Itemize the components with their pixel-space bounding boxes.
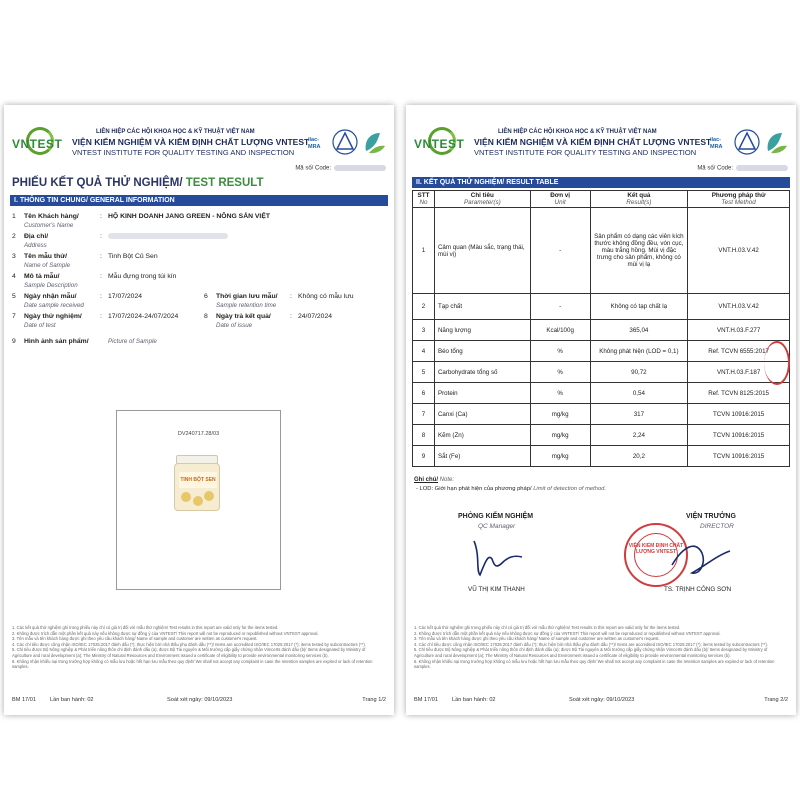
- cell-no: 2: [413, 294, 435, 320]
- institute-stamp: VIỆN KIỂM ĐỊNH CHẤT LƯỢNG VNTEST: [624, 523, 688, 587]
- footer-notes: 1. Các kết quả thử nghiệm ghi trong phiếu này chỉ có giá trị đối với mẫu thử nghiệm/ Test results in this report are valid only for the items tested. 2. Không được trích dẫn một phần kết quả này nếu không được sự đồng ý của VNTEST/ This report will not be reproduced or republished without VNTEST approval. 3. Tên mẫu và tên khách hàng được ghi theo yêu cầu khách hàng/ Name of sample and customer are written as customer's request. 4. Các chỉ tiêu được công nhận ISO/IEC 17025:2017 đánh dấu (*); thực hiện bởi nhà thầu phụ đánh dấu (**)/ Items are accredited ISO/IEC 17025:2017 (*); items tested by subcontractors (**). 5. Chỉ tiêu được Bộ Nông nghiệp & Phát triển nông thôn chỉ định đánh dấu (a); được Bộ Tài nguyên & Môi trường cấp giấy chứng nhận Vimcerts đánh dấu (b)/ Items designated by Ministry of Agriculture and rural development (a); The Ministry of Natural Resources and Environment issued a certificate of eligibility to provide environmental monitoring services (b). 6. Không nhận khiếu nại trong trường hợp không có mẫu lưu hoặc hết hạn lưu mẫu theo quy định/ We shall not accept any complaint in case the retention samples are expired or lack of retention samples.: [12, 625, 373, 670]
- section-result-table: II. KẾT QUẢ THỬ NGHIỆM/ RESULT TABLE: [412, 177, 790, 188]
- lod-note: - LOD: Giới hạn phát hiện của phương pháp/ Limit of detection of method.: [416, 486, 607, 492]
- qc-role: PHÒNG KIỂM NGHIỆM: [458, 513, 534, 520]
- qc-signature: [466, 535, 526, 580]
- cell-parameter: Tạp chất: [434, 294, 530, 320]
- cell-unit: -: [530, 294, 590, 320]
- cell-no: 6: [413, 383, 435, 404]
- col-header-method: Phương pháp thử Test Method: [688, 191, 790, 208]
- cell-parameter: Canxi (Ca): [434, 404, 530, 425]
- cell-method: TCVN 10916:2015: [688, 404, 790, 425]
- cell-unit: %: [530, 383, 590, 404]
- table-row: [413, 341, 790, 362]
- sample-code: DV240717.28/03: [177, 431, 220, 437]
- cell-no: 4: [413, 341, 435, 362]
- col-header-unit: Đơn vị Unit: [530, 191, 590, 208]
- review-date: Soát xét ngày: 09/10/2023: [569, 697, 635, 703]
- result-page-2: [406, 105, 796, 715]
- institute-name-en: VNTEST INSTITUTE FOR QUALITY TESTING AND INSPECTION: [72, 148, 295, 157]
- sample-photo: [116, 410, 281, 590]
- cell-result: 20,2: [590, 446, 688, 467]
- page-number: Trang 1/2: [362, 697, 386, 703]
- accreditation-logo: [734, 127, 760, 157]
- vntest-logo: VNTEST: [414, 127, 472, 161]
- cell-unit: mg/kg: [530, 446, 590, 467]
- institute-name: VIỆN KIỂM NGHIỆM VÀ KIỂM ĐỊNH CHẤT LƯỢNG VNTEST: [72, 137, 310, 147]
- table-row: [413, 446, 790, 467]
- parent-org: LIÊN HIỆP CÁC HỘI KHOA HỌC & KỸ THUẬT VIỆT NAM: [96, 129, 255, 135]
- table-row: [413, 294, 790, 320]
- qc-role-en: QC Manager: [478, 523, 516, 530]
- ilac-mra-logo: ilac-MRA: [710, 137, 723, 150]
- director-name: TS. TRỊNH CÔNG SƠN: [664, 586, 732, 593]
- table-row: [413, 208, 790, 294]
- cell-result: 0,54: [590, 383, 688, 404]
- cell-method: Ref. TCVN 8125:2015: [688, 383, 790, 404]
- page-header: [406, 125, 796, 165]
- cell-method: Ref. TCVN 6555:2017: [688, 341, 790, 362]
- table-row: [413, 362, 790, 383]
- cell-method: TCVN 10916:2015: [688, 446, 790, 467]
- redacted-address: [108, 233, 228, 239]
- cell-unit: Kcal/100g: [530, 320, 590, 341]
- table-row: [413, 383, 790, 404]
- director-signature: [666, 535, 736, 583]
- table-row: [413, 404, 790, 425]
- cell-result: Không có tạp chất lạ: [590, 294, 688, 320]
- institute-name-en: VNTEST INSTITUTE FOR QUALITY TESTING AND INSPECTION: [474, 148, 697, 157]
- form-code: BM 17/01: [12, 697, 36, 703]
- page-number: Trang 2/2: [764, 697, 788, 703]
- cell-result: 317: [590, 404, 688, 425]
- vntest-logo: VNTEST: [12, 127, 70, 161]
- cell-no: 1: [413, 208, 435, 294]
- cell-parameter: Sắt (Fe): [434, 446, 530, 467]
- col-header-no: STT No: [413, 191, 435, 208]
- cell-unit: %: [530, 362, 590, 383]
- cell-no: 5: [413, 362, 435, 383]
- col-header-parameter: Chỉ tiêu Parameter(s): [434, 191, 530, 208]
- cell-unit: %: [530, 341, 590, 362]
- cell-no: 9: [413, 446, 435, 467]
- result-table: [412, 190, 790, 467]
- table-row: [413, 320, 790, 341]
- cell-method: VNT.H.03.F.187: [688, 362, 790, 383]
- cell-no: 7: [413, 404, 435, 425]
- leaf-logo: [762, 129, 790, 157]
- cell-parameter: Carbohydrate tổng số: [434, 362, 530, 383]
- edition: Lần ban hành: 02: [452, 697, 496, 703]
- cell-method: VNT.H.03.V.42: [688, 294, 790, 320]
- report-code: Mã số/ Code:: [697, 165, 788, 172]
- cell-no: 3: [413, 320, 435, 341]
- table-header-row: [413, 191, 790, 208]
- cell-unit: mg/kg: [530, 425, 590, 446]
- cell-method: TCVN 10916:2015: [688, 425, 790, 446]
- table-row: [413, 425, 790, 446]
- cell-no: 8: [413, 425, 435, 446]
- result-page-1: VNTEST LIÊN HIỆP CÁC HỘI KHOA HỌC & KỸ THUẬT VIỆT NAM VIỆN KIỂM NGHIỆM VÀ KIỂM ĐỊNH CHẤT LƯỢNG VNTEST VNTEST INSTITUTE FOR QUALITY TESTING AND INSPECTION ilac-MRA Mã số/ Code: PHIẾU KẾT QUẢ THỬ NGHIỆM/ TEST RESULT I. THÔNG TIN CHUNG/ GENERAL INFORMATION 1 Tên Khách hàng/ Customer's Name : HỘ KINH DOANH JANG GREEN - NÔNG SẢN VIỆT 2 Địa chỉ/ Address : 3 Tên mẫu thử/ Name of Sample : Tinh Bột Củ Sen 4 Mô tả mẫu/ Sample Description : Mẫu đựng trong túi kín 5 Ngày nhận mẫu/ Date sample received : 17/07/2024 6 Thời gian lưu mẫu/ Sample retention time : Không có mẫu lưu 7 Ngày thử nghiệm/ Date of test : 17/07/2024-24/07/2024 8 Ngày trả kết quả/ Date of issue : 24/07/2024 9 Hình ảnh sản phẩm/ Picture of Sample DV240717.28/03 TINH BỘT SEN 1. Các kết quả thử nghiệm ghi trong phiếu này chỉ có giá trị đối với mẫu thử nghiệm/ Test results in this report are valid only for the items tested. 2. Không được trích dẫn một phần kết quả này nếu không được sự đồng ý của VNTEST/ This report will not be reproduced or republished without VNTEST approval. 3. Tên mẫu và tên khách hàng được ghi theo yêu cầu khách hàng/ Name of sample and customer are written as customer's request. 4. Các chỉ tiêu được công nhận ISO/IEC 17025:2017 đánh dấu (*); thực hiện bởi nhà thầu phụ đánh dấu (**)/ Items are accredited ISO/IEC 17025:2017 (*); items tested by subcontractors (**). 5. Chỉ tiêu được Bộ Nông nghiệp & Phát triển nông thôn chỉ định đánh dấu (a); được Bộ Tài nguyên & Môi trường cấp giấy chứng nhận Vimcerts đánh dấu (b)/ Items designated by Ministry of Agriculture and rural development (a); The Ministry of Natural Resources and Environment issued a certificate of eligibility to provide environmental monitoring services (b). 6. Không nhận khiếu nại trong trường hợp không có mẫu lưu hoặc hết hạn lưu mẫu theo quy định/ We shall not accept any complaint in case the retention samples are expired or lack of retention samples. BM 17/01 Lần ban hành: 02 Soát xét ngày: 09/10/2023 Trang 1/2: [4, 105, 394, 715]
- cell-parameter: Protein: [434, 383, 530, 404]
- cell-result: Sản phẩm có dạng các viên kích thước không đồng đều, vón cục, màu trắng hồng. Mùi vị đặc trưng cho sản phẩm, không có mùi vị lạ: [590, 208, 688, 294]
- cell-parameter: Kẽm (Zn): [434, 425, 530, 446]
- cell-parameter: Năng lượng: [434, 320, 530, 341]
- cell-parameter: Béo tổng: [434, 341, 530, 362]
- leaf-logo: [360, 129, 388, 157]
- report-code: Mã số/ Code:: [295, 165, 386, 172]
- cell-parameter: Cảm quan (Màu sắc, trạng thái, mùi vị): [434, 208, 530, 294]
- section-general-info: I. THÔNG TIN CHUNG/ GENERAL INFORMATION: [10, 195, 388, 206]
- cell-unit: mg/kg: [530, 404, 590, 425]
- parent-org: LIÊN HIỆP CÁC HỘI KHOA HỌC & KỸ THUẬT VIỆT NAM: [498, 129, 657, 135]
- footer-notes: 1. Các kết quả thử nghiệm ghi trong phiếu này chỉ có giá trị đối với mẫu thử nghiệm/ Test results in this report are valid only for the items tested. 2. Không được trích dẫn một phần kết quả này nếu không được sự đồng ý của VNTEST/ This report will not be reproduced or republished without VNTEST approval. 3. Tên mẫu và tên khách hàng được ghi theo yêu cầu khách hàng/ Name of sample and customer are written as customer's request. 4. Các chỉ tiêu được công nhận ISO/IEC 17025:2017 đánh dấu (*); thực hiện bởi nhà thầu phụ đánh dấu (**)/ Items are accredited ISO/IEC 17025:2017 (*); items tested by subcontractors (**). 5. Chỉ tiêu được Bộ Nông nghiệp & Phát triển nông thôn chỉ định đánh dấu (a); được Bộ Tài nguyên & Môi trường cấp giấy chứng nhận Vimcerts đánh dấu (b)/ Items designated by Ministry of Agriculture and rural development (a); The Ministry of Natural Resources and Environment issued a certificate of eligibility to provide environmental monitoring services (b). 6. Không nhận khiếu nại trong trường hợp không có mẫu lưu hoặc hết hạn lưu mẫu theo quy định/ We shall not accept any complaint in case the retention samples are expired or lack of retention samples.: [414, 625, 775, 670]
- page-title: PHIẾU KẾT QUẢ THỬ NGHIỆM/ TEST RESULT: [12, 177, 264, 189]
- accreditation-logo: [332, 127, 358, 157]
- form-code: BM 17/01: [414, 697, 438, 703]
- cell-result: Không phát hiện (LOD = 0,1): [590, 341, 688, 362]
- edge-stamp: [764, 341, 790, 385]
- qc-name: VŨ THỊ KIM THANH: [468, 586, 525, 593]
- cell-unit: -: [530, 208, 590, 294]
- page-header: [4, 125, 394, 165]
- cell-method: VNT.H.03.F.277: [688, 320, 790, 341]
- sample-jar-image: [174, 455, 220, 511]
- institute-name: VIỆN KIỂM NGHIỆM VÀ KIỂM ĐỊNH CHẤT LƯỢNG VNTEST: [474, 137, 712, 147]
- ilac-mra-logo: ilac-MRA: [308, 137, 321, 150]
- edition: Lần ban hành: 02: [50, 697, 94, 703]
- director-role: VIỆN TRƯỞNG: [686, 513, 736, 520]
- director-role-en: DIRECTOR: [700, 523, 734, 530]
- note-label: Ghi chú/ Note:: [414, 477, 455, 483]
- review-date: Soát xét ngày: 09/10/2023: [167, 697, 233, 703]
- col-header-result: Kết quả Result(s): [590, 191, 688, 208]
- cell-result: 2,24: [590, 425, 688, 446]
- cell-result: 365,04: [590, 320, 688, 341]
- jar-label: TINH BỘT SEN: [179, 472, 217, 488]
- cell-result: 90,72: [590, 362, 688, 383]
- cell-method: VNT.H.03.V.42: [688, 208, 790, 294]
